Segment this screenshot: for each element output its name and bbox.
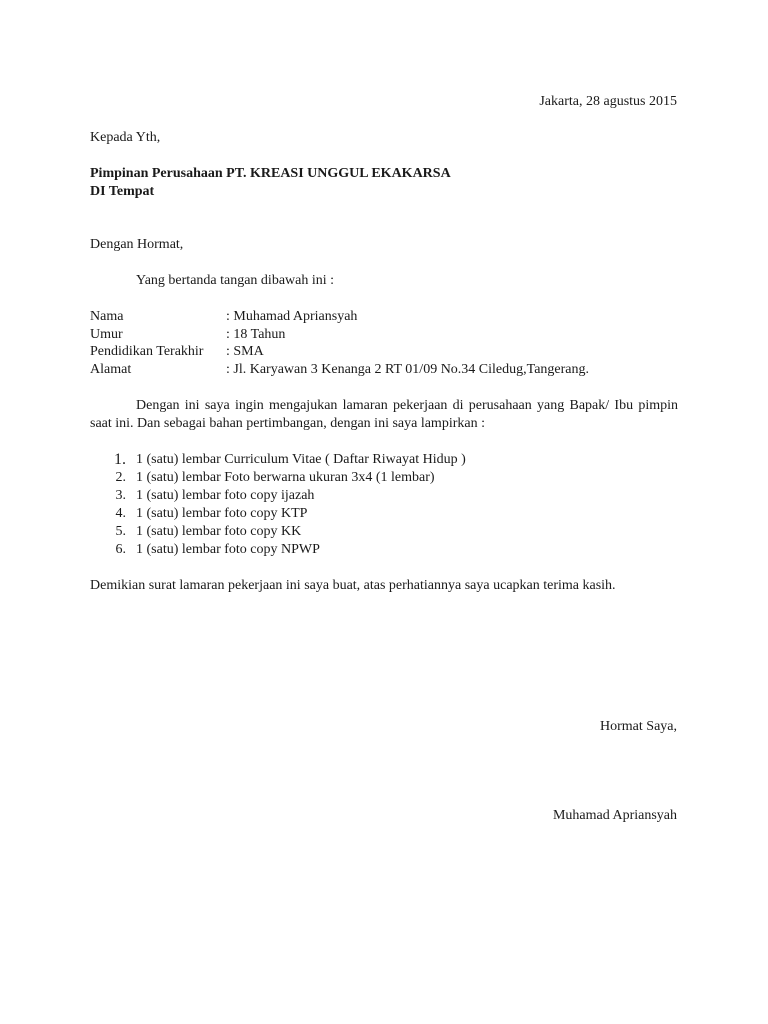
- list-number: 6.: [115, 542, 126, 557]
- intro-line: Yang bertanda tangan dibawah ini :: [136, 273, 335, 288]
- list-text: 1 (satu) lembar foto copy KK: [136, 524, 302, 539]
- field-label: Nama: [90, 309, 124, 324]
- field-label: Alamat: [90, 362, 132, 377]
- field-label: Umur: [90, 327, 123, 342]
- body-paragraph: Dengan ini saya ingin mengajukan lamaran pekerjaan di perusahaan yang Bapak/ Ibu pimpin saat ini. Dan sebagai bahan pertimbangan, dengan ini saya lampirkan :: [90, 398, 678, 431]
- list-number: 5.: [115, 524, 126, 539]
- list-text: 1 (satu) lembar Curriculum Vitae ( Daftar Riwayat Hidup ): [136, 452, 466, 467]
- recipient-company: Pimpinan Perusahaan PT. KREASI UNGGUL EKAKARSA: [90, 166, 451, 181]
- salutation: Dengan Hormat,: [90, 237, 184, 252]
- list-text: 1 (satu) lembar Foto berwarna ukuran 3x4 (1 lembar): [136, 470, 435, 485]
- field-value: : SMA: [226, 344, 264, 359]
- list-number: 2.: [115, 470, 126, 485]
- list-number: 1.: [114, 451, 126, 468]
- greeting-to: Kepada Yth,: [90, 130, 161, 145]
- list-text: 1 (satu) lembar foto copy NPWP: [136, 542, 320, 557]
- list-text: 1 (satu) lembar foto copy KTP: [136, 506, 308, 521]
- list-number: 3.: [115, 488, 126, 503]
- recipient-location: DI Tempat: [90, 184, 155, 199]
- field-value: : Muhamad Apriansyah: [226, 309, 358, 324]
- field-value: : Jl. Karyawan 3 Kenanga 2 RT 01/09 No.34 Ciledug,Tangerang.: [226, 362, 590, 377]
- signer-name: Muhamad Apriansyah: [552, 808, 677, 823]
- list-text: 1 (satu) lembar foto copy ijazah: [136, 488, 315, 503]
- sign-off: Hormat Saya,: [600, 719, 677, 734]
- field-value: : 18 Tahun: [226, 327, 286, 342]
- list-number: 4.: [115, 506, 126, 521]
- place-date: Jakarta, 28 agustus 2015: [539, 94, 677, 109]
- field-label: Pendidikan Terakhir: [90, 344, 204, 359]
- closing-sentence: Demikian surat lamaran pekerjaan ini saya buat, atas perhatiannya saya ucapkan terima kasih.: [90, 578, 616, 593]
